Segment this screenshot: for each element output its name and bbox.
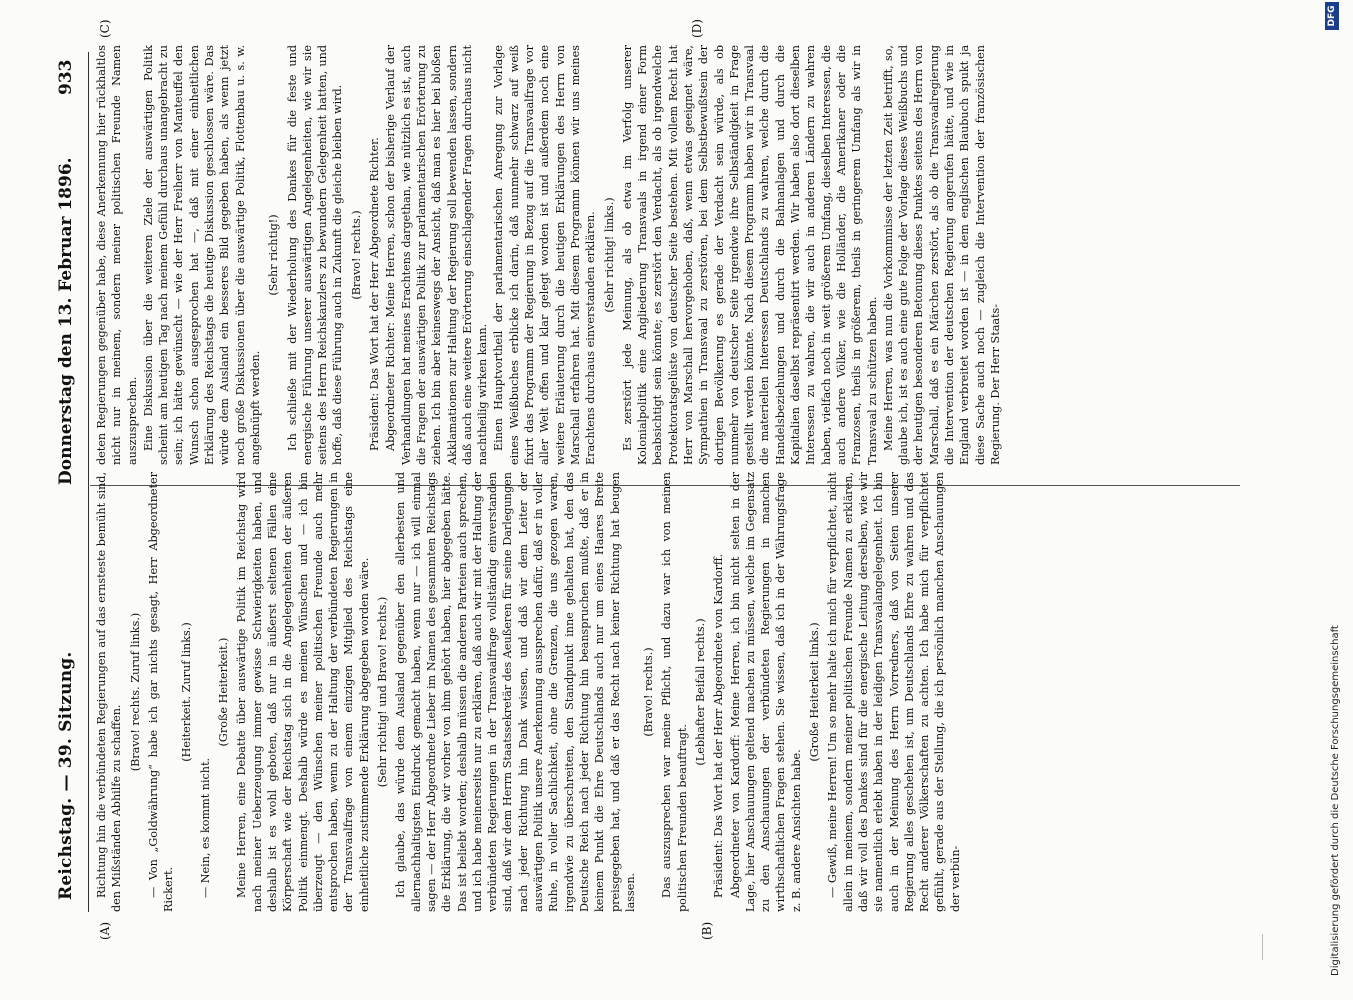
paragraph: Präsident: Das Wort hat der Herr Abgeordnete Richter.: [368, 137, 382, 451]
margin-marker-d: (D): [690, 19, 704, 38]
header-date: Donnerstag den 13. Februar 1896.: [56, 157, 76, 485]
paragraph: Es zerstört jede Meinung, als ob etwa im Verfolg unserer Kolonialpolitik eine Angliederung Transvaals in irgend einer Form beabsichtigt sein könnte; es zerstört den Verdacht, als ob irgendwelche Protektoratsgelüste von deutscher Seite bestehen. Mit vollem Recht hat Herr von Marschall hervorgehoben, daß, wenn etwas geeignet wäre, Sympathien in Transvaal zu zerstören, bei dem Selbstbewußtsein der dortigen Bevölkerung es gerade der Verdacht sein würde, als ob nunmehr von deutscher Seite irgendwie ihre Selbständigkeit in Frage gestellt werden könnte. Nach diesem Programm haben wir in Transvaal die materiellen Interessen Deutschlands zu wahren, welche durch die Handelsbeziehungen und durch die Bahnanlagen und durch die Kapitalien daselbst repräsentirt werden. Wir haben also dort dieselben Interessen zu wahren, die wir auch in anderen Ländern zu wahren haben, vielfach noch in weit größerem Umfang, dieselben Interessen, die auch andere Völker, wie die Holländer, die Amerikaner oder die Franzosen, theils in größerem, theils in geringerem Umfang als wir in Transvaal zu schützen haben.: [620, 45, 879, 465]
paragraph: — Von „Goldwährung“ habe ich gar nichts gesagt, Herr Abgeordneter Rickert.: [146, 472, 176, 912]
margin-marker-c: (C): [98, 19, 112, 38]
right-column: [94, 45, 1004, 465]
paragraph: Abgeordneter von Kardorff: Meine Herren, ich bin nicht selten in der Lage, hier Anschauungen geltend machen zu müssen, welche im Gegensatz zu den Anschauungen der verbündeten Regierungen in manchen wirthschaftlichen Fragen stehen. Sie wissen, daß ich in der Währungsfrage z. B. andere Ansichten habe.: [728, 472, 803, 912]
margin-marker-b: (B): [700, 921, 714, 940]
dfg-logo: DFG: [1325, 2, 1339, 30]
left-column: [94, 472, 964, 912]
page-number: 933: [56, 59, 76, 95]
paragraph: Präsident: Das Wort hat der Herr Abgeordnete von Kardorff.: [712, 553, 726, 898]
page-header: [52, 0, 88, 1000]
stage-direction: (Große Heiterkeit links.): [808, 622, 822, 762]
stage-direction: (Lebhafter Beifall rechts.): [693, 618, 707, 766]
margin-marker-a: (A): [98, 921, 112, 940]
paragraph: Meine Herren, eine Debatte über auswärtige Politik im Reichstag wird nach meiner Ueberzeugung immer gewisse Schwierigkeiten haben, und deshalb ist es wohl geboten, daß nur in äußerst seltenen Fällen eine Körperschaft wie der Reichstag sich in die Angelegenheiten der äußeren Politik einmengt. Deshalb würde es meinen Wünschen und — ich bin überzeugt — den Wünschen meiner politischen Freunde auch mehr entsprochen haben, wenn zu der Haltung der verbündeten Regierungen in der Transvaalfrage von einem einzigen Mitglied des Reichstags eine einheitliche zustimmende Erklärung abgegeben worden wäre.: [235, 472, 371, 912]
stage-direction: (Sehr richtig!): [267, 214, 281, 296]
stage-direction: (Sehr richtig! links.): [602, 197, 616, 313]
stage-direction: (Bravo! rechts.): [349, 210, 363, 300]
paragraph: Richtung hin die verbündeten Regierungen auf das ernsteste bemüht sind, den Mißständen Abhilfe zu schaffen.: [95, 472, 124, 912]
digitization-credit: Digitalisierung gefördert durch die Deutsche Forschungsgemeinschaft: [1330, 625, 1341, 976]
bottom-mark: [1262, 934, 1263, 960]
paragraph: Eine Diskussion über die weiteren Ziele der auswärtigen Politik scheint am heutigen Tag nach meinem Gefühl durchaus unangebracht zu sein; ich hätte gewünscht — wie der Herr Freiherr von Manteuffel den Wunsch schon ausgesprochen hat —, daß mit einer einheitlichen Erklärung des Reichstags die heutige Diskussion geschlossen wäre. Das würde dem Ausland ein besseres Bild gegeben haben, als wenn jetzt noch große Diskussionen über die auswärtige Politik, Flottenbau u. s. w. angeknüpft werden.: [141, 45, 262, 465]
paragraph: — Gewiß, meine Herren! Um so mehr halte ich mich für verpflichtet, nicht allein in meinem, sondern meiner politischen Freunde Namen zu erklären, daß wir voll des Dankes sind für die energische Leitung derselben, wie wir sie namentlich erlebt haben in der leidigen Transvaalangelegenheit. Ich bin auch in der Meinung des Herrn Vorredners, daß von Seiten unserer Regierung alles geschehen ist, um Deutschlands Ehre zu wahren und das Recht anderer Völkerschaften zu achten. Ich habe mich für verpflichtet gefühlt, gerade aus der Stellung, die ich persönlich manchen Anschauungen der verbün-: [826, 472, 962, 912]
stage-direction: (Heiterkeit. Zuruf links.): [180, 622, 194, 762]
stage-direction: (Bravo! rechts.): [642, 647, 656, 737]
paragraph: — Nein, es kommt nicht.: [198, 757, 212, 898]
paragraph: Einen Hauptvortheil der parlamentarischen Anregung zur Vorlage eines Weißbuches erblicke ich darin, daß nunmehr schwarz auf weiß fixirt das Programm der Regierung in Bezug auf die Transvaalfrage vor aller Welt offen und klar gelegt worden ist und außerdem noch eine weitere Erläuterung durch die heutigen Erklärungen des Herrn von Marschall erfahren hat. Mit diesem Programm können wir uns meines Erachtens durchaus einverstanden erklären.: [492, 45, 598, 465]
header-rule: [88, 52, 89, 912]
stage-direction: (Große Heiterkeit.): [217, 637, 231, 747]
header-session: Reichstag. — 39. Sitzung.: [56, 651, 76, 900]
paragraph: Ich glaube, das würde dem Ausland gegenüber den allerbesten und allernachhaltigsten Eindruck gemacht haben, wenn nur — ich will einmal sagen — der Herr Abgeordnete Lieber im Namen des gesammten Reichstags die Erklärung, die wir vorher von ihm gehört haben, hier abgegeben hätte. Das ist beliebt worden; deshalb müssen die anderen Parteien auch sprechen, und ich habe meinerseits nur zu erklären, daß auch wir mit der Haltung der verbündeten Regierungen in der Transvaalfrage vollständig einverstanden sind, daß wir dem Herrn Staatssekretär des Aeußeren für seine Darlegungen nach jeder Richtung hin Dank wissen, und daß wir dem Leiter der auswärtigen Politik unsere Anerkennung aussprechen dafür, daß er in voller Ruhe, in voller Sachlichkeit, ohne die Grenzen, die uns gezogen waren, irgendwie zu überschreiten, den Standpunkt inne gehalten hat, den das Deutsche Reich nach jeder Richtung hin beanspruchen mußte, daß er in keinem Punkt die Ehre Deutschlands auch nur um eines Haares Breite preisgegeben hat, und daß er das Recht nach keiner Richtung hat beugen lassen.: [394, 472, 637, 912]
stage-direction: (Sehr richtig! und Bravo! rechts.): [376, 596, 390, 788]
stage-direction: (Bravo! rechts. Zuruf links.): [128, 612, 142, 772]
paragraph: deten Regierungen gegenüber habe, diese Anerkennung hier rückhaltlos nicht nur in meinem, sondern meiner politischen Freunde Namen auszusprechen.: [95, 45, 139, 465]
paragraph: Das auszusprechen war meine Pflicht, und dazu war ich von meinen politischen Freunden beauftragt.: [660, 472, 689, 912]
paragraph: Meine Herren, was nun die Vorkommnisse der letzten Zeit betrifft, so, glaube ich, ist es auch eine gute Folge der Vorlage dieses Weißbuchs und der heutigen besonderen Betonung dieses Punktes seitens des Herrn von Marschall, daß es ein Märchen zerstört, als ob die Transvaalregierung die Intervention der deutschen Regierung angerufen hätte, und wie in England verbreitet worden ist — in dem englischen Blaubuch spukt ja diese Sache auch noch — zugleich die Intervention der französischen Regierung. Der Herr Staats-: [881, 45, 1002, 465]
paragraph: Ich schließe mit der Wiederholung des Dankes für die feste und energische Führung unserer auswärtigen Angelegenheiten, wie wir sie seitens des Herrn Reichskanzlers zu bewundern Gelegenheit hatten, und hoffe, daß diese Führung auch in Zukunft die gleiche bleiben wird.: [285, 45, 345, 465]
paragraph: Abgeordneter Richter: Meine Herren, schon der bisherige Verlauf der Verhandlungen hat meines Erachtens dargethan, wie nützlich es ist, auch die Fragen der auswärtigen Politik zur parlamentarischen Erörterung zu ziehen. Ich bin aber keineswegs der Ansicht, daß man es hier bei bloßen Akklamationen zur Haltung der Regierung soll bewenden lassen, sondern daß auch eine weitere Erörterung einschlagender Fragen durchaus nicht nachtheilig wirken kann.: [384, 45, 490, 465]
